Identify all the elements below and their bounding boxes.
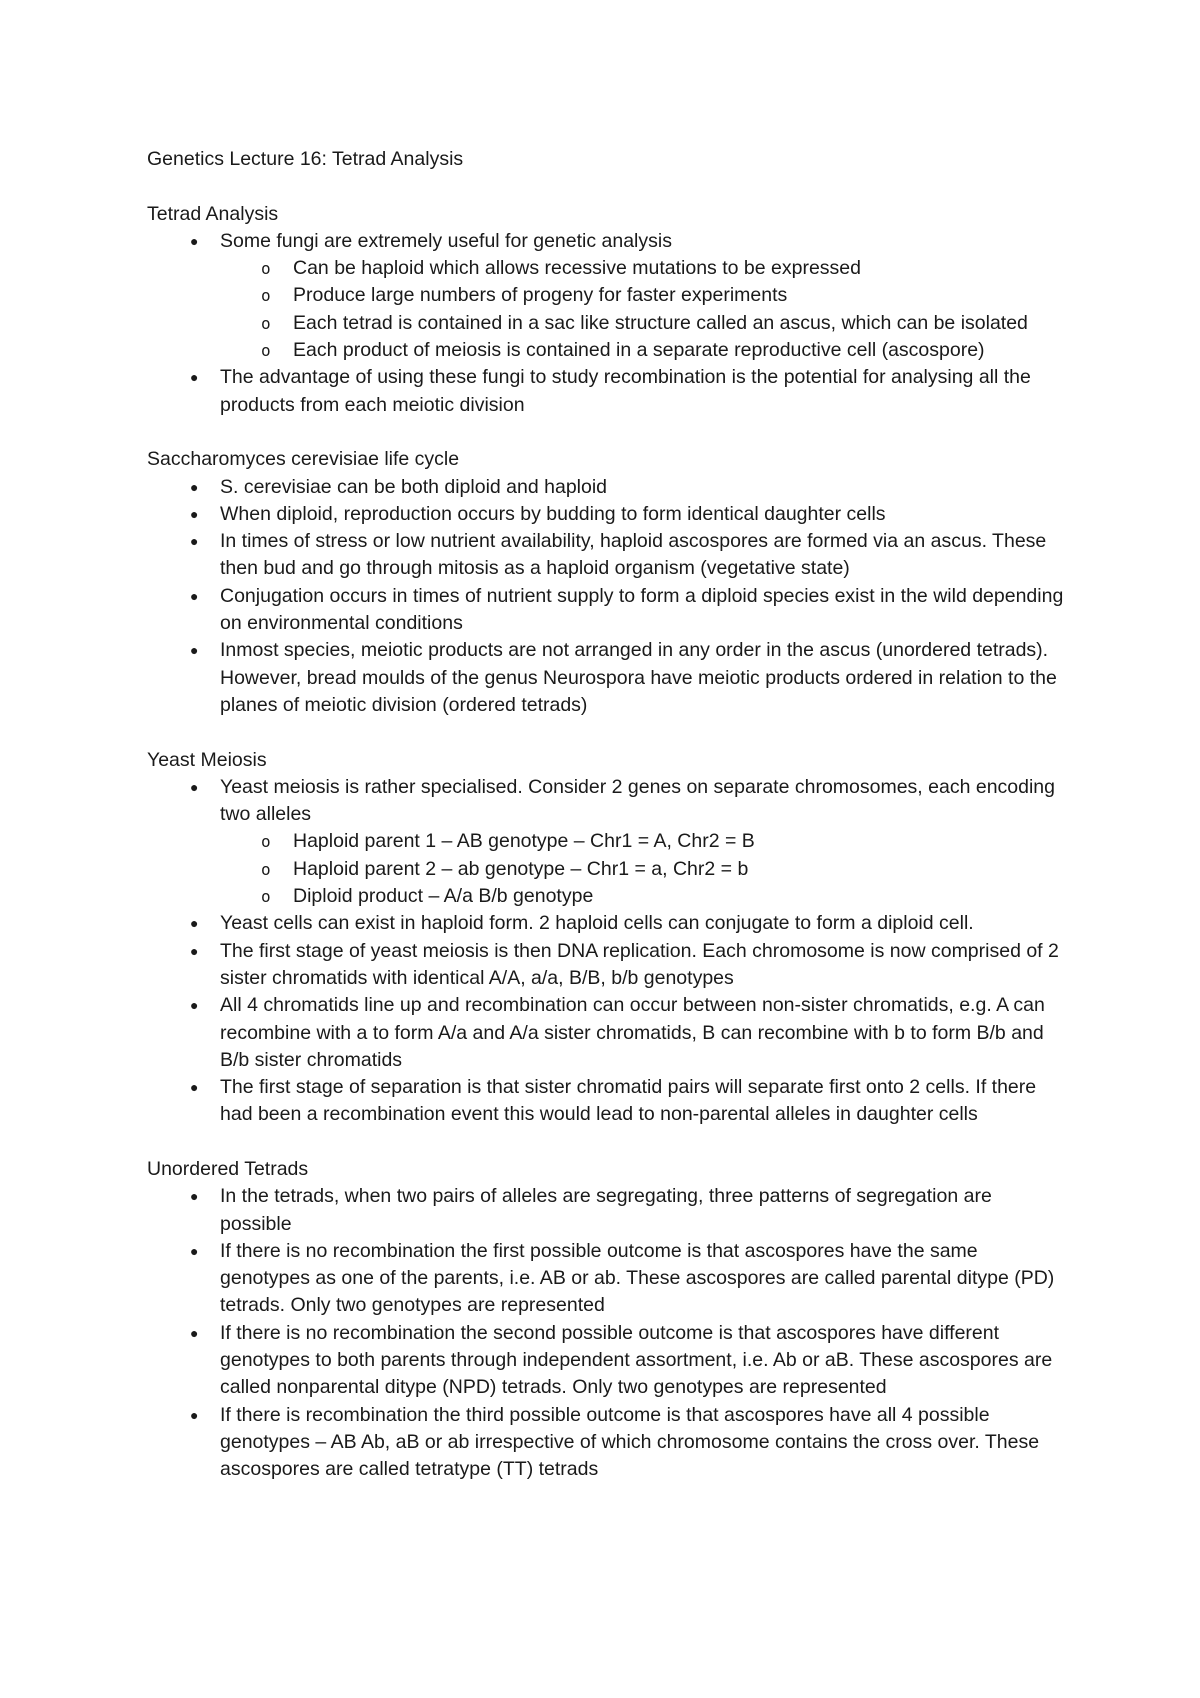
bullet-list [147, 228, 1067, 419]
bullet-item [147, 474, 1067, 501]
bullet-item [147, 910, 1067, 937]
sub-bullet-icon: o [261, 832, 271, 852]
sub-bullet-text: Haploid parent 2 – ab genotype – Chr1 = a, Chr2 = b [293, 857, 749, 880]
bullet-list [147, 1183, 1067, 1483]
sub-bullet-text: Each product of meiosis is contained in a separate reproductive cell (ascospore) [293, 339, 985, 362]
bullet-icon: ● [190, 232, 199, 249]
bullet-icon: ● [190, 1406, 199, 1423]
bullet-text: If there is no recombination the first possible outcome is that ascospores have the same genotypes as one of the parents, i.e. AB or ab. These ascospores are called parental ditype (PD) tetrads. Only two genotypes are represented [220, 1239, 1055, 1317]
document-page [147, 146, 1067, 1484]
section [147, 201, 1067, 419]
bullet-item [147, 583, 1067, 638]
bullet-icon: ● [190, 1242, 199, 1259]
bullet-icon: ● [190, 369, 199, 386]
bullet-icon: ● [190, 778, 199, 795]
bullet-text: Inmost species, meiotic products are not arranged in any order in the ascus (unordered tetrads). However, bread moulds of the genus Neurospora have meiotic products ordered in relation to the planes of meiotic division (ordered tetrads) [220, 639, 1057, 716]
sub-bullet-item [147, 282, 1067, 309]
sub-bullet-list [147, 828, 1067, 910]
sub-bullet-item [147, 828, 1067, 855]
sub-bullet-icon: o [261, 259, 271, 279]
bullet-item [147, 992, 1067, 1074]
bullet-item [147, 364, 1067, 419]
sub-bullet-text: Each tetrad is contained in a sac like structure called an ascus, which can be isolated [293, 311, 1028, 334]
sub-bullet-item [147, 337, 1067, 364]
sub-bullet-item [147, 856, 1067, 883]
sub-bullet-icon: o [261, 887, 271, 907]
bullet-text: When diploid, reproduction occurs by budding to form identical daughter cells [220, 502, 886, 525]
section-heading: Yeast Meiosis [147, 748, 267, 771]
bullet-item [147, 1074, 1067, 1129]
bullet-list [147, 774, 1067, 1129]
sub-bullet-text: Produce large numbers of progeny for faster experiments [293, 284, 788, 307]
bullet-item [147, 1238, 1067, 1320]
bullet-text: Yeast meiosis is rather specialised. Consider 2 genes on separate chromosomes, each encoding two alleles [220, 775, 1055, 826]
bullet-text: If there is no recombination the second possible outcome is that ascospores have different genotypes to both parents through independent assortment, i.e. Ab or aB. These ascospores are called nonparental ditype (NPD) tetrads. Only two genotypes are represented [220, 1321, 1053, 1399]
sub-bullet-icon: o [261, 341, 271, 361]
bullet-item [147, 501, 1067, 528]
bullet-text: Conjugation occurs in times of nutrient supply to form a diploid species exist in the wild depending on environmental conditions [220, 584, 1064, 635]
bullet-text: Yeast cells can exist in haploid form. 2 haploid cells can conjugate to form a diploid cell. [220, 912, 974, 935]
sub-bullet-text: Diploid product – A/a B/b genotype [293, 885, 594, 908]
bullet-text: In the tetrads, when two pairs of alleles are segregating, three patterns of segregation are possible [220, 1185, 992, 1235]
bullet-icon: ● [190, 505, 199, 522]
bullet-icon: ● [190, 942, 199, 959]
bullet-list [147, 474, 1067, 720]
sub-bullet-icon: o [261, 286, 271, 306]
bullet-item [147, 1402, 1067, 1484]
section [147, 446, 1067, 719]
sub-bullet-text: Can be haploid which allows recessive mutations to be expressed [293, 257, 861, 280]
bullet-text: All 4 chromatids line up and recombination can occur between non-sister chromatids, e.g. A can recombine with a to form A/a and A/a sister chromatids, B can recombine with b to form B/b and B/b sister chromatids [220, 994, 1045, 1071]
bullet-icon: ● [190, 1188, 199, 1205]
sub-bullet-icon: o [261, 859, 271, 879]
bullet-item [147, 228, 1067, 364]
bullet-item [147, 637, 1067, 719]
bullet-icon: ● [190, 1324, 199, 1341]
bullet-icon: ● [190, 1079, 199, 1096]
bullet-item [147, 774, 1067, 910]
bullet-text: In times of stress or low nutrient availability, haploid ascospores are formed via an ascus. These then bud and go through mitosis as a haploid organism (vegetative state) [220, 530, 1047, 580]
bullet-icon: ● [190, 587, 199, 604]
bullet-icon: ● [190, 997, 199, 1014]
bullet-text: The advantage of using these fungi to study recombination is the potential for analysing all the products from each meiotic division [220, 366, 1031, 416]
bullet-icon: ● [190, 478, 199, 495]
sub-bullet-item [147, 883, 1067, 910]
section-heading: Tetrad Analysis [147, 202, 279, 225]
bullet-text: S. cerevisiae can be both diploid and haploid [220, 475, 608, 498]
sub-bullet-icon: o [261, 313, 271, 333]
sub-bullet-item [147, 255, 1067, 282]
bullet-text: If there is recombination the third possible outcome is that ascospores have all 4 possible genotypes – AB Ab, aB or ab irrespective of which chromosome contains the cross over. These ascospores are called tetratype (TT) tetrads [220, 1403, 1040, 1481]
section [147, 747, 1067, 1129]
bullet-text: The first stage of separation is that sister chromatid pairs will separate first onto 2 cells. If there had been a recombination event this would lead to non-parental alleles in daughter cells [220, 1076, 1037, 1126]
bullet-icon: ● [190, 533, 199, 550]
bullet-text: Some fungi are extremely useful for genetic analysis [220, 229, 672, 252]
sub-bullet-list [147, 255, 1067, 364]
section-heading: Saccharomyces cerevisiae life cycle [147, 448, 460, 471]
bullet-item [147, 528, 1067, 583]
bullet-item [147, 1320, 1067, 1402]
bullet-icon: ● [190, 642, 199, 659]
section [147, 1156, 1067, 1484]
bullet-icon: ● [190, 915, 199, 932]
document-body [147, 201, 1067, 1484]
document-title: Genetics Lecture 16: Tetrad Analysis [147, 148, 464, 170]
bullet-item [147, 938, 1067, 993]
section-heading: Unordered Tetrads [147, 1157, 309, 1180]
bullet-item [147, 1183, 1067, 1238]
sub-bullet-text: Haploid parent 1 – AB genotype – Chr1 = A, Chr2 = B [293, 830, 755, 853]
sub-bullet-item [147, 310, 1067, 337]
bullet-text: The first stage of yeast meiosis is then DNA replication. Each chromosome is now comprised of 2 sister chromatids with identical A/A, a/a, B/B, b/b genotypes [220, 939, 1059, 989]
